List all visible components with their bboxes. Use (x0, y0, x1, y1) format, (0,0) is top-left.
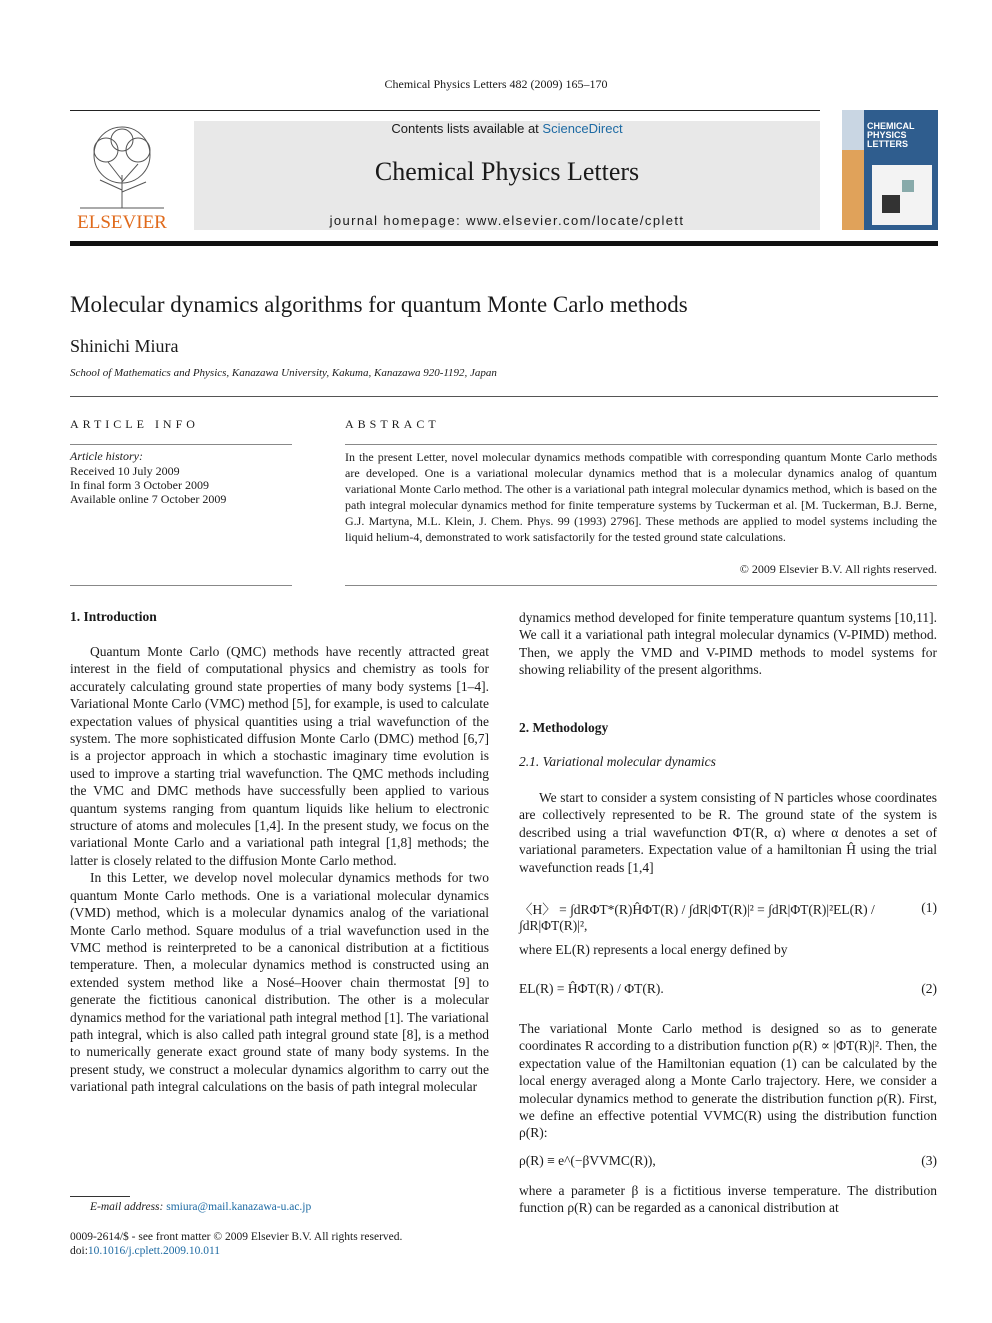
sciencedirect-link[interactable]: ScienceDirect (542, 121, 623, 136)
article-info-heading: ARTICLE INFO (70, 417, 199, 431)
right-column-para-2 (519, 789, 937, 876)
author-name: Shinichi Miura (70, 336, 179, 356)
equation-2: EL(R) = ĤΦT(R) / ΦT(R). (519, 981, 664, 996)
subsection-heading: 2.1. Variational molecular dynamics (519, 754, 716, 769)
col2-paragraph-5: where a parameter β is a fictitious inverse temperature. The distribution function ρ(R) can be regarded as a canonical distribution at (519, 1183, 937, 1216)
intro-paragraph-1: Quantum Monte Carlo (QMC) methods have recently attracted great interest in the field of computational physics and chemistry as tools for accurately calculating ground state properties of many body systems [1–4]. Variational Monte Carlo (VMC) method [5], for example, is used to calculate expectation values of physical quantities using a trial wavefunction of the system. The more sophisticated diffusion Monte Carlo (DMC) method [6,7] is a projector approach in which a stochastic imaginary time evolution is used to improve a starting trial wavefunction. The QMC methods including the VMC and DMC methods have successfully been applied to various quantum systems ranging from quantum liquids like helium to electronic structure of atoms and molecules [1,4]. In the present study, we focus on the variational Monte Carlo and a variational path integral [1,8] methods; the latter is closely related to the diffusion Monte Carlo method. (70, 644, 489, 868)
col2-paragraph-3: where EL(R) represents a local energy defined by (519, 942, 788, 957)
journal-homepage[interactable]: journal homepage: www.elsevier.com/locate/cplett (329, 213, 685, 228)
cover-title: CHEMICAL PHYSICS LETTERS (867, 121, 915, 149)
right-column-para-5 (519, 1182, 937, 1217)
email-label: E-mail address: (90, 1201, 167, 1213)
paper-title: Molecular dynamics algorithms for quantum Monte Carlo methods (70, 292, 688, 317)
contents-line (194, 121, 820, 136)
abstract-bottom-rule (345, 585, 937, 586)
header-thick-rule (70, 241, 938, 246)
title-rule (70, 396, 938, 397)
article-info-bottom-rule (70, 585, 292, 586)
col2-paragraph-4: The variational Monte Carlo method is designed so as to generate coordinates R according to a distribution function ρ(R) ∝ |ΦT(R)|². Then, the expectation value of the Hamiltonian equation (1) can be calculated by the local energy averaged along a Monte Carlo trajectory. Here, we consider a molecular dynamics method to generate the distribution function ρ(R). First, we define an effective potential VVMC(R) using the distribution function ρ(R): (519, 1021, 937, 1141)
received-date: Received 10 July 2009 (70, 464, 180, 478)
email-footnote (90, 1201, 311, 1213)
section-heading-introduction: 1. Introduction (70, 609, 157, 624)
equation-1: 〈H〉 = ∫dRΦT*(R)ĤΦT(R) / ∫dR|ΦT(R)|² = ∫dR|ΦT(R)|²EL(R) / ∫dR|ΦT(R)|², (519, 902, 875, 933)
author-affiliation: School of Mathematics and Physics, Kanazawa University, Kakuma, Kanazawa 920-1192, Japan (70, 367, 497, 379)
revised-date: In final form 3 October 2009 (70, 478, 209, 492)
running-head: Chemical Physics Letters 482 (2009) 165–170 (384, 77, 608, 91)
left-column (70, 643, 489, 1096)
intro-paragraph-2: In this Letter, we develop novel molecular dynamics methods for two quantum Monte Carlo methods. One is a variational molecular dynamics (VMD) method, which is a molecular dynamics analog of the variational Monte Carlo method. Square modulus of a trial wavefunction used in the VMC method is reinterpreted to be a canonical distribution at a fictitious temperature. Then, a molecular dynamics method is constructed using an extended system method like a Nosé–Hoover chain thermostat [9] to generate the fictitious canonical distribution. The other is a molecular dynamics method for the variational path integral method [1]. The variational path integral, which is also called path integral ground state [8], is a method to numerically generate exact ground state of many body systems. In the present study, we construct a molecular dynamics algorithm to carry out the variational path integral calculations on the basis of path integral molecular (70, 870, 489, 1095)
doi-line (70, 1245, 220, 1257)
abstract-copyright: © 2009 Elsevier B.V. All rights reserved. (739, 562, 937, 576)
email-link[interactable]: smiura@mail.kanazawa-u.ac.jp (166, 1201, 312, 1213)
right-column-top (519, 609, 937, 679)
equation-3-number: (3) (921, 1153, 937, 1168)
right-column-para-4 (519, 1020, 937, 1142)
journal-title: Chemical Physics Letters (374, 157, 640, 186)
abstract-text: In the present Letter, novel molecular dynamics methods compatible with corresponding quantum Monte Carlo methods are developed. One is a variational molecular dynamics method that is a molecular dynamics analog of quantum variational Monte Carlo method. The other is a variational path integral molecular dynamics method, which is based on the path integral molecular dynamics method for finite temperature systems by Tuckerman et al. [M. Tuckerman, B.J. Berne, G.J. Martyna, M.L. Klein, J. Chem. Phys. 99 (1993) 2796]. These methods are applied to model systems including the liquid helium-4, demonstrated to work satisfactorily for the tested ground state calculations. (345, 450, 937, 544)
equation-1-number: (1) (921, 900, 937, 915)
col2-paragraph-1: dynamics method developed for finite temperature quantum systems [10,11]. We call it a variational path integral molecular dynamics (V-PIMD) method. Then, we apply the VMD and V-PIMD methods to model systems for showing reliability of the present algorithms. (519, 610, 937, 678)
doi-prefix: doi: (70, 1245, 88, 1257)
svg-text:ELSEVIER: ELSEVIER (77, 212, 167, 232)
elsevier-tree-logo (70, 120, 174, 232)
section-heading-methodology: 2. Methodology (519, 720, 609, 735)
equation-3: ρ(R) ≡ e^(−βVVMC(R)), (519, 1153, 656, 1168)
header-rule (70, 110, 820, 111)
abstract-heading: ABSTRACT (345, 417, 440, 431)
online-date: Available online 7 October 2009 (70, 492, 227, 506)
col2-paragraph-2: We start to consider a system consisting of N particles whose coordinates are collectively represented to be R. The ground state of the system is described using a trial wavefunction ΦT(R, α) where α denotes a set of variational parameters. Expectation value of a hamiltonian Ĥ using the trial wavefunction reads [1,4] (519, 790, 937, 875)
journal-cover-image (842, 110, 938, 230)
abstract-rule (345, 444, 937, 445)
history-label: Article history: (70, 449, 143, 463)
doi-link[interactable]: 10.1016/j.cplett.2009.10.011 (87, 1245, 221, 1257)
contents-prefix: Contents lists available at (391, 121, 543, 136)
front-matter: 0009-2614/$ - see front matter © 2009 Elsevier B.V. All rights reserved. (70, 1231, 403, 1243)
right-column-para-3 (519, 941, 937, 958)
footnote-rule (70, 1196, 130, 1197)
article-info-rule (70, 444, 292, 445)
equation-2-number: (2) (921, 981, 937, 996)
